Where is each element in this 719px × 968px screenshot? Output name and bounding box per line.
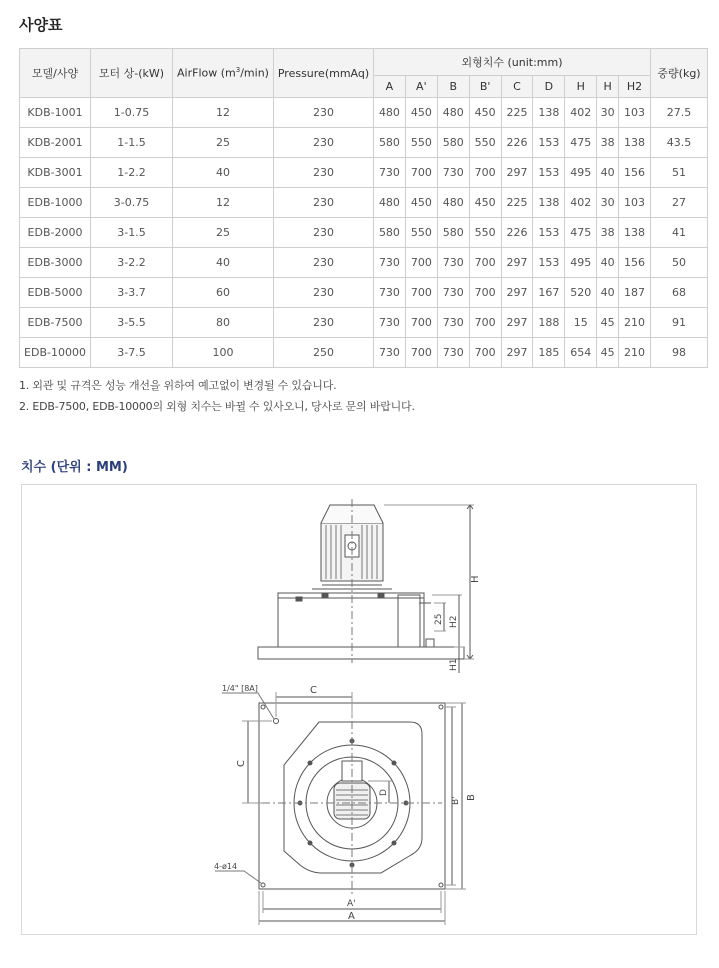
header-airflow — [173, 49, 274, 98]
table-cell: 12 — [173, 188, 274, 218]
table-cell: 38 — [597, 218, 619, 248]
table-cell: 730 — [437, 338, 469, 368]
table-cell: 41 — [651, 218, 708, 248]
model-cell: KDB-2001 — [20, 128, 91, 158]
label-h: H — [470, 575, 481, 583]
table-cell: 40 — [173, 158, 274, 188]
dimension-drawing — [22, 485, 698, 936]
header-dim-col: A' — [405, 76, 437, 98]
table-row — [20, 248, 708, 278]
table-cell: 230 — [274, 308, 374, 338]
table-cell: 480 — [437, 98, 469, 128]
side-view — [258, 499, 474, 673]
table-cell: 103 — [618, 98, 650, 128]
table-cell: 297 — [501, 248, 533, 278]
table-cell: 402 — [565, 98, 597, 128]
table-cell: 98 — [651, 338, 708, 368]
table-cell: 450 — [469, 98, 501, 128]
table-cell: 230 — [274, 278, 374, 308]
table-cell: 3-2.2 — [91, 248, 173, 278]
model-cell: EDB-7500 — [20, 308, 91, 338]
header-dim-col: H — [565, 76, 597, 98]
table-cell: 156 — [618, 158, 650, 188]
table-cell: 550 — [469, 128, 501, 158]
table-row — [20, 158, 708, 188]
table-cell: 550 — [405, 128, 437, 158]
header-dim-col: B — [437, 76, 469, 98]
model-cell: EDB-10000 — [20, 338, 91, 368]
model-cell: EDB-5000 — [20, 278, 91, 308]
table-cell: 153 — [533, 128, 565, 158]
table-cell: 297 — [501, 308, 533, 338]
table-cell: 475 — [565, 218, 597, 248]
header-model: 모델/사양 — [20, 49, 91, 98]
table-cell: 250 — [274, 338, 374, 368]
table-cell: 3-0.75 — [91, 188, 173, 218]
table-cell: 167 — [533, 278, 565, 308]
table-cell: 700 — [405, 158, 437, 188]
table-cell: 91 — [651, 308, 708, 338]
table-cell: 138 — [533, 98, 565, 128]
label-a: A — [348, 911, 355, 922]
table-cell: 550 — [405, 218, 437, 248]
table-cell: 230 — [274, 188, 374, 218]
label-25: 25 — [434, 613, 444, 625]
note-2: 2. EDB-7500, EDB-10000의 외형 치수는 바뀔 수 있사오니, 당사로 문의 바랍니다. — [19, 400, 415, 413]
table-cell: 580 — [437, 128, 469, 158]
table-cell: 654 — [565, 338, 597, 368]
model-cell: KDB-1001 — [20, 98, 91, 128]
label-holes: 4-ø14 — [214, 862, 238, 871]
table-cell: 187 — [618, 278, 650, 308]
table-cell: 230 — [274, 248, 374, 278]
table-cell: 45 — [597, 338, 619, 368]
header-dim-col: B' — [469, 76, 501, 98]
table-cell: 520 — [565, 278, 597, 308]
header-weight: 중량(kg) — [651, 49, 708, 98]
label-b-prime: B' — [451, 796, 461, 805]
table-cell: 153 — [533, 158, 565, 188]
table-cell: 40 — [597, 158, 619, 188]
table-cell: 45 — [597, 308, 619, 338]
label-c: C — [310, 685, 317, 696]
table-cell: 1-2.2 — [91, 158, 173, 188]
table-cell: 3-3.7 — [91, 278, 173, 308]
table-cell: 580 — [374, 128, 406, 158]
table-cell: 480 — [374, 98, 406, 128]
header-dim-col: H — [597, 76, 619, 98]
model-cell: EDB-1000 — [20, 188, 91, 218]
model-cell: EDB-2000 — [20, 218, 91, 248]
note-1: 1. 외관 및 규격은 성능 개선을 위하여 예고없이 변경될 수 있습니다. — [19, 379, 337, 392]
table-cell: 230 — [274, 158, 374, 188]
table-cell: 210 — [618, 308, 650, 338]
table-cell: 138 — [533, 188, 565, 218]
table-cell: 230 — [274, 98, 374, 128]
table-cell: 138 — [618, 218, 650, 248]
table-cell: 730 — [374, 158, 406, 188]
table-cell: 480 — [437, 188, 469, 218]
table-cell: 480 — [374, 188, 406, 218]
table-cell: 210 — [618, 338, 650, 368]
table-row — [20, 308, 708, 338]
table-cell: 700 — [405, 248, 437, 278]
table-cell: 25 — [173, 218, 274, 248]
label-a-prime: A' — [347, 899, 356, 909]
table-cell: 188 — [533, 308, 565, 338]
model-cell: KDB-3001 — [20, 158, 91, 188]
table-cell: 495 — [565, 248, 597, 278]
table-cell: 153 — [533, 248, 565, 278]
plan-view — [215, 692, 466, 925]
header-dim-col: C — [501, 76, 533, 98]
table-cell: 226 — [501, 128, 533, 158]
table-cell: 27 — [651, 188, 708, 218]
table-row — [20, 218, 708, 248]
header-motor: 모터 상-(kW) — [91, 49, 173, 98]
spec-table-title: 사양표 — [19, 16, 63, 34]
label-fitting: 1/4" [8A] — [222, 684, 258, 693]
table-cell: 700 — [405, 338, 437, 368]
table-cell: 450 — [405, 98, 437, 128]
table-cell: 103 — [618, 188, 650, 218]
table-cell: 730 — [374, 308, 406, 338]
table-cell: 297 — [501, 158, 533, 188]
table-cell: 156 — [618, 248, 650, 278]
table-cell: 730 — [437, 308, 469, 338]
table-cell: 297 — [501, 278, 533, 308]
spec-table — [19, 48, 708, 368]
table-cell: 68 — [651, 278, 708, 308]
table-cell: 12 — [173, 98, 274, 128]
model-cell: EDB-3000 — [20, 248, 91, 278]
table-cell: 1-1.5 — [91, 128, 173, 158]
table-cell: 450 — [469, 188, 501, 218]
table-row — [20, 338, 708, 368]
table-row — [20, 278, 708, 308]
table-row — [20, 128, 708, 158]
table-cell: 25 — [173, 128, 274, 158]
table-cell: 730 — [374, 338, 406, 368]
table-cell: 38 — [597, 128, 619, 158]
spec-table-body — [20, 98, 708, 368]
table-cell: 475 — [565, 128, 597, 158]
header-pressure: Pressure(mmAq) — [274, 49, 374, 98]
table-cell: 730 — [437, 248, 469, 278]
dimension-title: 치수 (단위 : MM) — [21, 460, 128, 475]
table-cell: 153 — [533, 218, 565, 248]
table-cell: 700 — [469, 158, 501, 188]
table-cell: 730 — [374, 278, 406, 308]
table-cell: 3-7.5 — [91, 338, 173, 368]
table-cell: 580 — [437, 218, 469, 248]
table-cell: 3-5.5 — [91, 308, 173, 338]
label-h2: H2 — [449, 615, 459, 628]
table-cell: 50 — [651, 248, 708, 278]
table-cell: 30 — [597, 188, 619, 218]
table-cell: 230 — [274, 128, 374, 158]
table-cell: 185 — [533, 338, 565, 368]
table-cell: 297 — [501, 338, 533, 368]
table-row — [20, 188, 708, 218]
table-cell: 43.5 — [651, 128, 708, 158]
table-cell: 700 — [405, 278, 437, 308]
table-cell: 730 — [437, 278, 469, 308]
table-cell: 30 — [597, 98, 619, 128]
table-cell: 80 — [173, 308, 274, 338]
table-cell: 27.5 — [651, 98, 708, 128]
table-cell: 225 — [501, 98, 533, 128]
table-cell: 402 — [565, 188, 597, 218]
table-cell: 730 — [437, 158, 469, 188]
header-dim-col: A — [374, 76, 406, 98]
table-cell: 700 — [405, 308, 437, 338]
table-cell: 60 — [173, 278, 274, 308]
table-cell: 225 — [501, 188, 533, 218]
label-c-side: C — [236, 760, 247, 767]
label-b: B — [466, 794, 477, 801]
header-dim-col: D — [533, 76, 565, 98]
table-cell: 226 — [501, 218, 533, 248]
label-h1: H1 — [449, 658, 459, 671]
header-airflow-suffix: /min) — [240, 66, 269, 80]
table-cell: 40 — [597, 278, 619, 308]
table-cell: 700 — [469, 248, 501, 278]
table-row — [20, 98, 708, 128]
table-cell: 138 — [618, 128, 650, 158]
header-dimensions: 외형치수 (unit:mm) — [374, 49, 651, 76]
table-cell: 40 — [597, 248, 619, 278]
table-cell: 580 — [374, 218, 406, 248]
table-cell: 40 — [173, 248, 274, 278]
dimension-drawing-frame — [21, 484, 697, 935]
table-cell: 550 — [469, 218, 501, 248]
table-cell: 495 — [565, 158, 597, 188]
header-airflow-prefix: AirFlow (m — [177, 66, 236, 80]
table-cell: 100 — [173, 338, 274, 368]
table-cell: 700 — [469, 278, 501, 308]
table-cell: 1-0.75 — [91, 98, 173, 128]
table-cell: 730 — [374, 248, 406, 278]
table-cell: 3-1.5 — [91, 218, 173, 248]
header-dim-col: H2 — [618, 76, 650, 98]
table-cell: 450 — [405, 188, 437, 218]
table-cell: 15 — [565, 308, 597, 338]
table-cell: 51 — [651, 158, 708, 188]
label-d: D — [379, 789, 389, 796]
table-cell: 700 — [469, 338, 501, 368]
header-airflow-sup: 3 — [235, 66, 241, 75]
table-cell: 700 — [469, 308, 501, 338]
table-cell: 230 — [274, 218, 374, 248]
